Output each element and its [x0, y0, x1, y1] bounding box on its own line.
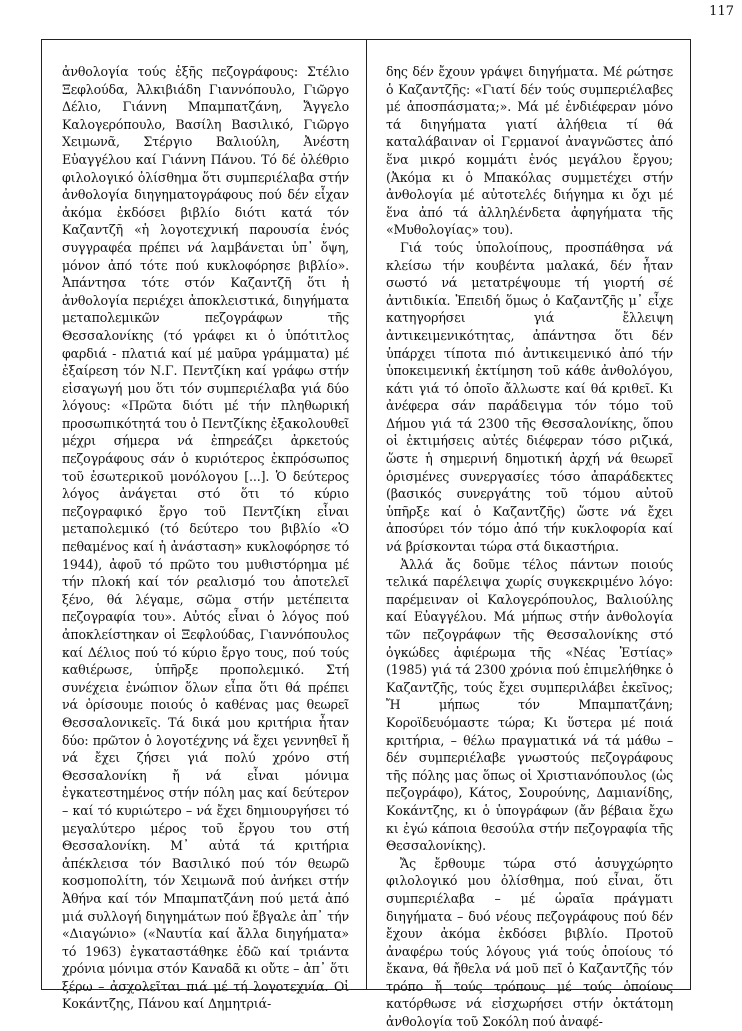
right-paragraph-1: δης δέν ἔχουν γράψει διηγήματα. Μέ ρώτησε ὁ Καζαντζῆς: «Γιατί δέν τούς συμπεριέλαβες μέ ἀποσπάσματα;». Μά μέ ἐνδιέφεραν μόνο τά διηγήματα γιατί ἀλήθεια τί θά καταλάβαιναν οἱ Γερμανοί ἀναγνῶστες ἀπό ἕνα μικρό κομμάτι ἑνός μεγάλου ἔργου; (Ἀκόμα κι ὁ Μπακόλας συμμετέχει στήν ἀνθολογία μέ αὐτοτελές διήγημα κι ὄχι μέ ἕνα ἀπό τά ἀλληλένδετα ἀφηγήματα τῆς «Μυθολογίας» του).: [386, 64, 673, 238]
left-paragraph-1: ἀνθολογία τούς ἑξῆς πεζογράφους: Στέλιο Ξεφλούδα, Ἀλκιβιάδη Γιαννόπουλο, Γιῶργο Δέλιο, Γιάννη Μπαμπατζάνη, Ἄγγελο Καλογερόπουλο, Βασίλη Βασιλικό, Γιῶργο Χειμωνᾶ, Στέργιο Βαλιούλη, Ἀνέστη Εὐαγγέλου καί Γιάννη Πάνου. Τό δέ ὀλέθριο φιλολογικό ὀλίσθημα ὅτι συμπεριέλαβα στήν ἀνθολογία διηγηματογράφους πού δέν εἶχαν ἀκόμα ἐκδόσει βιβλίο διότι κατά τόν Καζαντζῆ «ἡ λογοτεχνική παρουσία ἑνός συγγραφέα πρέπει νά λαμβάνεται ὑπ᾽ ὄψη, μόνον ἀπό τότε πού κυκλοφόρησε βιβλίο». Ἀπάντησα τότε στόν Καζαντζῆ ὅτι ἡ ἀνθολογία περιέχει ἀποκλειστικά, διηγήματα μεταπολεμικῶν πεζογράφων τῆς Θεσσαλονίκης (τό γράφει κι ὁ ὑπότιτλος φαρδιά - πλατιά καί μέ μαῦρα γράμματα) μέ ἐξαίρεση τόν Ν.Γ. Πεντζίκη καί γράφω στήν εἰσαγωγή μου ὅτι τόν συμπεριέλαβα γιά δύο λόγους: «Πρῶτα διότι μέ τήν πληθωρική προσωπικότητά του ὁ Πεντζίκης ἐξακολουθεῖ μέχρι σήμερα νά ἐπηρεάζει ἀρκετούς πεζογράφους σάν ὁ κυριότερος ἐκπρόσωπος τοῦ ἐσωτερικοῦ μονόλογου [...]. Ὁ δεύτερος λόγος ἀνάγεται στό ὅτι τό κύριο πεζογραφικό ἔργο τοῦ Πεντζίκη εἶναι μεταπολεμικό (τό δεύτερο του βιβλίο «Ὁ πεθαμένος καί ἡ ἀνάσταση» κυκλοφόρησε τό 1944), ἀφοῦ τό πρῶτο του μυθιστόρημα μέ τήν πλοκή καί τόν ρεαλισμό του ἀποτελεῖ ξένο, θά λέγαμε, σῶμα στήν μετέπειτα πεζογραφία του». Αὐτός εἶναι ὁ λόγος πού ἀποκλείστηκαν οἱ Ξεφλούδας, Γιαννόπουλος καί Δέλιος πού τό κύριο ἔργο τους, πού τούς καθιέρωσε, ὑπῆρξε προπολεμικό. Στή συνέχεια ἐνώπιον ὅλων εἶπα ὅτι θά πρέπει νά ὁρίσουμε ποιούς ὁ καθένας μας θεωρεῖ Θεσσαλονικεῖς. Τά δικά μου κριτήρια ἦταν δύο: πρῶτον ὁ λογοτέχνης νά ἔχει γεννηθεῖ ἤ νά ἔχει ζήσει γιά πολύ χρόνο στή Θεσσαλονίκη ἤ νά εἶναι μόνιμα ἐγκατεστημένος στήν πόλη μας καί δεύτερον – καί τό κυριώτερο – νά ἔχει δημιουργήσει τό μεγαλύτερο μέρος τοῦ ἔργου του στή Θεσσαλονίκη. Μ᾽ αὐτά τά κριτήρια ἀπέκλεισα τόν Βασιλικό πού τόν θεωρῶ κοσμοπολίτη, τόν Χειμωνᾶ πού ἀνήκει στήν Ἀθήνα καί τόν Μπαμπατζάνη πού μετά ἀπό μιά συλλογή διηγημάτων πού ἔβγαλε ἀπ᾽ τήν «Διαγώνιο» («Ναυτία καί ἄλλα διηγήματα» τό 1963) ἐγκαταστάθηκε ἐδῶ καί τριάντα χρόνια μόνιμα στόν Καναδᾶ κι οὔτε – ἀπ᾽ ὅτι ξέρω – ἀσχολεῖται πιά μέ τή λογοτεχνία. Οἱ Κοκάντζης, Πάνου καί Δημητριά-: [62, 64, 349, 1012]
column-divider: [366, 39, 367, 990]
right-paragraph-2: Γιά τούς ὑπολοίπους, προσπάθησα νά κλείσω τήν κουβέντα μαλακά, δέν ἦταν σωστό νά μετατρέψουμε τή γιορτή σέ ἀντιδικία. Ἐπειδή ὅμως ὁ Καζαντζῆς μ᾽ εἶχε κατηγορήσει γιά ἔλλειψη ἀντικειμενικότητας, ἀπάντησα ὅτι δέν ὑπάρχει τίποτα πιό ἀντικειμενικό ἀπό τήν ὑποκειμενική ἐκτίμηση τοῦ κάθε ἀνθολόγου, κάτι γιά τό ὁποῖο ἄλλωστε καί θά κριθεῖ. Κι ἀνέφερα σάν παράδειγμα τόν τόμο τοῦ Δήμου γιά τά 2300 τῆς Θεσσαλονίκης, ὅπου οἱ ἐκτιμήσεις αὐτές διέφεραν τόσο ριζικά, ὥστε ἡ σημερινή δημοτική ἀρχή νά θεωρεῖ ὁρισμένες συνεργασίες τόσο ἀπαράδεκτες (βασικός συνεργάτης τοῦ τόμου αὐτοῦ ὑπῆρξε καί ὁ Καζαντζῆς) ὥστε νά ἔχει ἀποσύρει τόν τόμο ἀπό τήν κυκλοφορία καί νά βρίσκονται τώρα στά δικαστήρια.: [386, 239, 673, 555]
right-paragraph-3: Ἀλλά ἄς δοῦμε τέλος πάντων ποιούς τελικά παρέλειψα χωρίς συγκεκριμένο λόγο: παρέμειναν οἱ Καλογερόπουλος, Βαλιούλης καί Εὐαγγέλου. Μά μήπως στήν ἀνθολογία τῶν πεζογράφων τῆς Θεσσαλονίκης στό ὀγκώδες ἀφιέρωμα τῆς «Νέας Ἑστίας» (1985) γιά τά 2300 χρόνια πού ἐπιμελήθηκε ὁ Καζαντζῆς, τούς ἔχει συμπεριλάβει ἐκεῖνος; Ἤ μήπως τόν Μπαμπατζάνη; Κοροϊδευόμαστε τώρα; Κι ὕστερα μέ ποιά κριτήρια, – θέλω πραγματικά νά τά μάθω – δέν συμπεριέλαβε γνωστούς πεζογράφους τῆς πόλης μας ὅπως οἱ Χριστιανόπουλος (ὡς πεζογράφο), Κάτος, Σουρούνης, Δαμιανίδης, Κοκάντζης, κι ὁ ὑπογράφων (ἄν βέβαια ἔχω κι ἐγώ κάποια θεσούλα στήν πεζογραφία τῆς Θεσσαλονίκης).: [386, 556, 673, 854]
right-paragraph-4: Ἄς ἔρθουμε τώρα στό ἀσυγχώρητο φιλολογικό μου ὀλίσθημα, πού εἶναι, ὅτι συμπεριέλαβα – μέ ὡραῖα πράγματι διηγήματα – δυό νέους πεζογράφους πού δέν ἔχουν ἀκόμα ἐκδόσει βιβλίο. Προτοῦ ἀναφέρω τούς λόγους γιά τούς ὁποίους τό ἔκανα, θά ἤθελα νά μοῦ πεῖ ὁ Καζαντζῆς τόν τρόπο ἤ τούς τρόπους μέ τούς ὁποίους κατόρθωσε νά εἰσχωρήσει στήν ὀκτάτομη ἀνθολογία τοῦ Σοκόλη πού ἀναφέ-: [386, 855, 673, 1030]
right-column: [386, 63, 673, 1031]
left-column: [62, 63, 349, 1013]
page-number: 117: [709, 4, 734, 19]
